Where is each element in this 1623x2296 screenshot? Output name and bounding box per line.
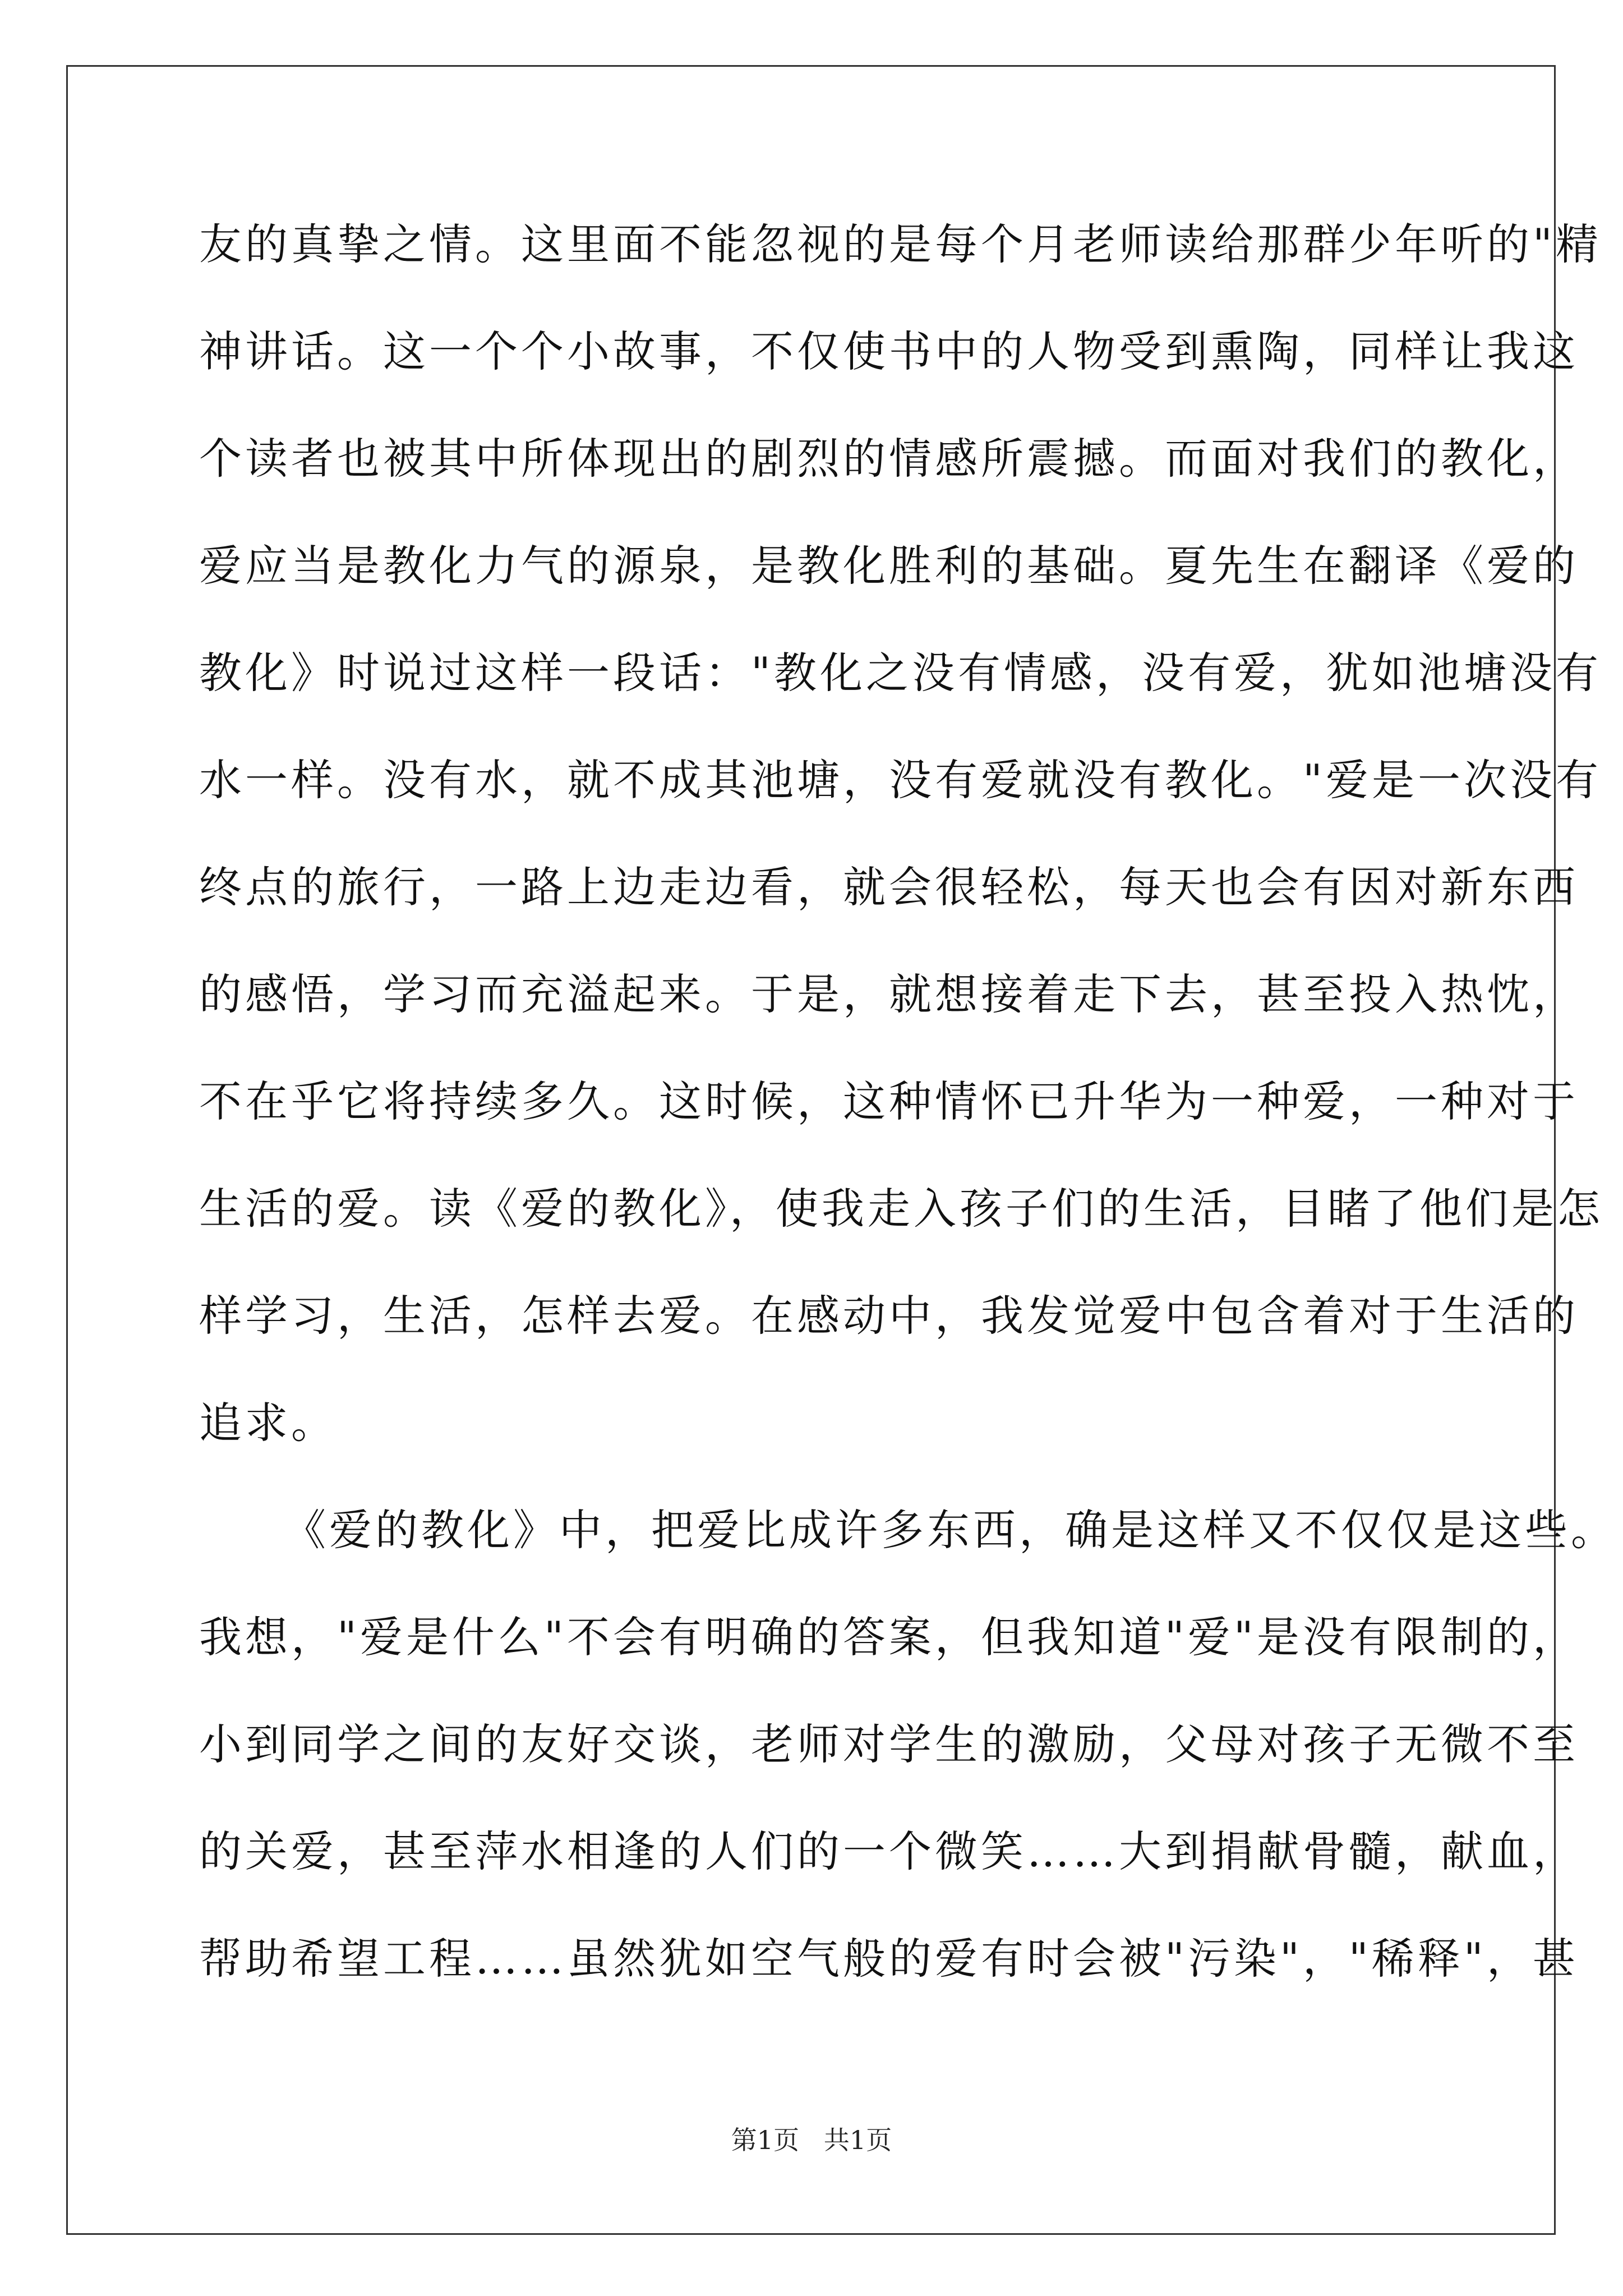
- body-line-11: 样学习，生活，怎样去爱。在感动中，我发觉爱中包含着对于生活的: [199, 1291, 1579, 1341]
- body-line-3: 个读者也被其中所体现出的剧烈的情感所震撼。而面对我们的教化，: [199, 434, 1579, 484]
- body-line-12: 追求。: [199, 1398, 337, 1448]
- body-line-15: 小到同学之间的友好交谈，老师对学生的激励，父母对孩子无微不至: [199, 1719, 1579, 1769]
- body-line-2: 神讲话。这一个个小故事，不仅使书中的人物受到熏陶，同样让我这: [199, 326, 1579, 376]
- body-line-9: 不在乎它将持续多久。这时候，这种情怀已升华为一种爱，一种对于: [199, 1076, 1579, 1126]
- body-line-5: 教化》时说过这样一段话："教化之没有情感，没有爱，犹如池塘没有: [199, 648, 1602, 698]
- body-line-10: 生活的爱。读《爱的教化》，使我走入孩子们的生活，目睹了他们是怎: [199, 1184, 1603, 1234]
- body-line-8: 的感悟，学习而充溢起来。于是，就想接着走下去，甚至投入热忱，: [199, 969, 1579, 1019]
- page-number-footer: 第1页 共1页: [731, 2125, 892, 2155]
- body-line-4: 爱应当是教化力气的源泉，是教化胜利的基础。夏先生在翻译《爱的: [199, 541, 1579, 591]
- body-line-1: 友的真挚之情。这里面不能忽视的是每个月老师读给那群少年听的"精: [199, 219, 1602, 269]
- body-line-14: 我想，"爱是什么"不会有明确的答案，但我知道"爱"是没有限制的，: [199, 1612, 1579, 1662]
- paragraph-2-first-line: 《爱的教化》中，把爱比成许多东西，确是这样又不仅仅是这些。: [283, 1505, 1617, 1555]
- body-line-17: 帮助希望工程……虽然犹如空气般的爱有时会被"污染"，"稀释"，甚: [199, 1934, 1579, 1984]
- page-border: [66, 65, 1556, 2235]
- body-line-6: 水一样。没有水，就不成其池塘，没有爱就没有教化。"爱是一次没有: [199, 755, 1602, 805]
- body-line-16: 的关爱，甚至萍水相逢的人们的一个微笑……大到捐献骨髓，献血，: [199, 1826, 1579, 1876]
- body-line-7: 终点的旅行，一路上边走边看，就会很轻松，每天也会有因对新东西: [199, 862, 1579, 912]
